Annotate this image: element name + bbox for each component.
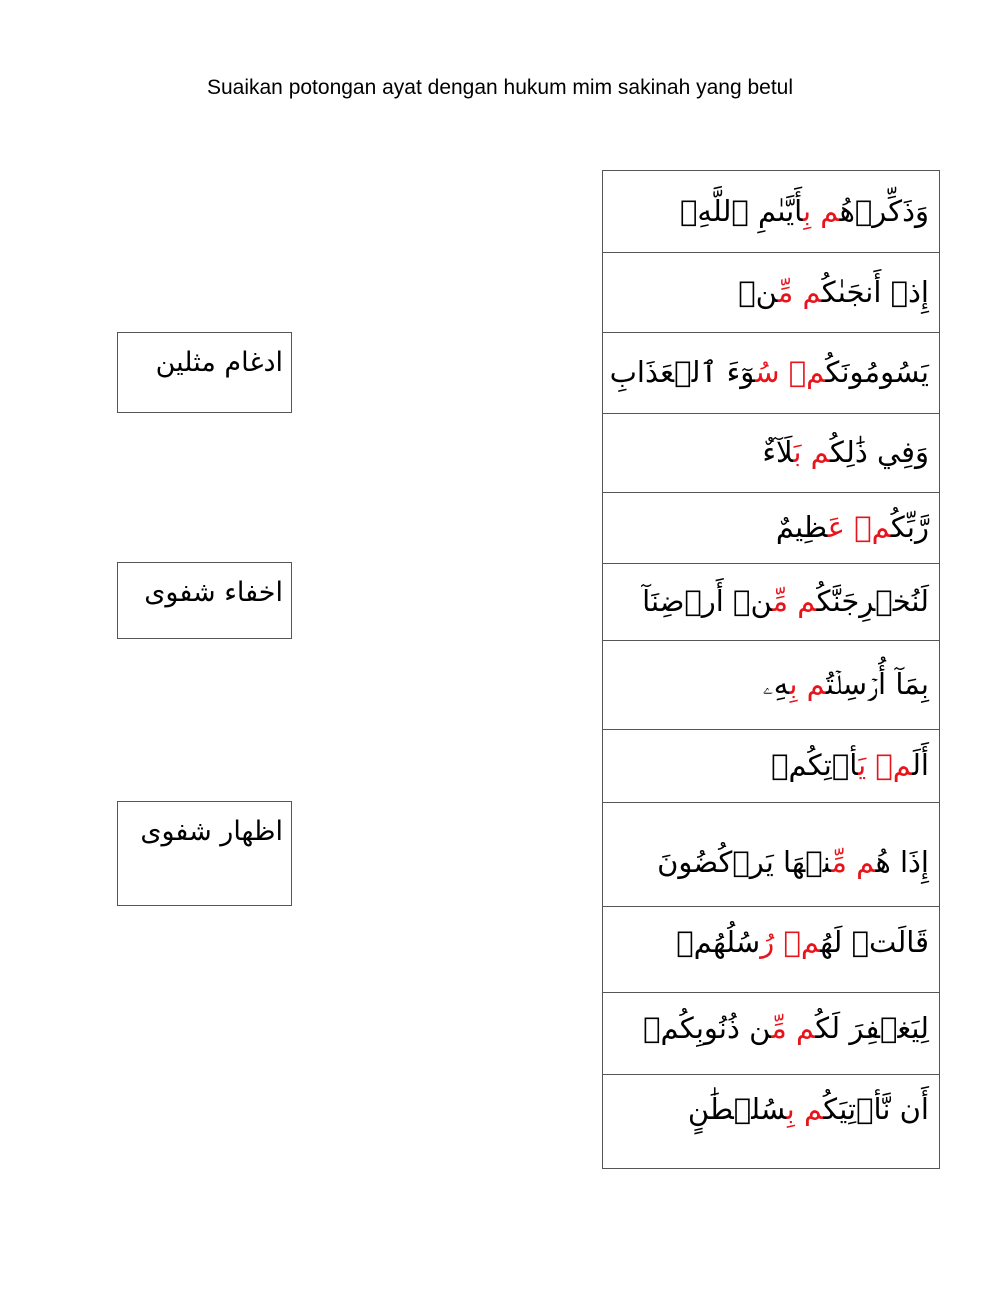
- ayat-item[interactable]: [603, 730, 939, 803]
- mim-highlight: مۡ يَ: [858, 748, 913, 783]
- ayat-text: إِذَا هُم مِّنۡهَا يَرۡكُضُونَ: [657, 844, 929, 879]
- ayat-text: أَن نَّأۡتِيَكُم بِسُلۡطَٰنٍ: [687, 1092, 929, 1127]
- hukum-option-idgham-mithlain[interactable]: [117, 332, 292, 413]
- mim-highlight: م بِ: [786, 1092, 824, 1127]
- ayat-text: لَنُخۡرِجَنَّكُم مِّنۡ أَرۡضِنَآ: [642, 584, 929, 619]
- mim-highlight: م مِّ: [771, 1010, 816, 1045]
- mim-highlight: م بَ: [793, 435, 830, 470]
- mim-highlight: مۡ عَ: [827, 510, 891, 545]
- ayat-item[interactable]: [603, 907, 939, 993]
- mim-highlight: م مِّ: [831, 844, 876, 879]
- ayat-text: قَالَتۡ لَهُمۡ رُسُلُهُمۡ: [676, 924, 929, 959]
- mim-highlight: م بِ: [789, 667, 826, 702]
- hukum-label: اخفاء شفوى: [144, 577, 283, 608]
- ayat-item[interactable]: [603, 253, 939, 333]
- hukum-option-izhar-syafawi[interactable]: [117, 801, 292, 906]
- hukum-option-ikhfa-syafawi[interactable]: [117, 562, 292, 639]
- ayat-item[interactable]: [603, 414, 939, 493]
- hukum-label: ادغام مثلين: [155, 347, 283, 378]
- mim-highlight: مۡ رُ: [760, 924, 821, 959]
- ayat-item[interactable]: [603, 1075, 939, 1168]
- ayat-list: [602, 170, 940, 1169]
- ayat-text: لِيَغۡفِرَ لَكُم مِّن ذُنُوبِكُمۡ: [643, 1010, 929, 1045]
- ayat-item[interactable]: [603, 993, 939, 1075]
- ayat-item[interactable]: [603, 493, 939, 564]
- ayat-text: رَّبِّكُمۡ عَظِيمٌ: [775, 510, 929, 545]
- ayat-item[interactable]: [603, 171, 939, 253]
- hukum-label: اظهار شفوى: [140, 816, 283, 847]
- mim-highlight: مۡ سُ: [755, 355, 826, 390]
- ayat-item[interactable]: [603, 803, 939, 907]
- instruction-title: Suaikan potongan ayat dengan hukum mim sakinah yang betul: [206, 76, 794, 99]
- ayat-text: وَفِي ذَٰلِكُم بَلَآءٌ: [762, 435, 929, 470]
- mim-highlight: م مِّ: [777, 274, 822, 309]
- ayat-text: بِمَآ أُرۡسِلۡتُم بِهِۦ: [762, 667, 929, 702]
- ayat-text: يَسُومُونَكُمۡ سُوٓءَ ٱلۡعَذَابِ: [609, 355, 929, 390]
- mim-highlight: م مِّ: [772, 584, 817, 619]
- ayat-item[interactable]: [603, 333, 939, 414]
- mim-highlight: م بِ: [802, 193, 840, 228]
- ayat-item[interactable]: [603, 641, 939, 730]
- ayat-text: أَلَمۡ يَأۡتِكُمۡ: [771, 748, 929, 783]
- ayat-text: إِذۡ أَنجَىٰكُم مِّنۡ: [738, 274, 929, 309]
- ayat-item[interactable]: [603, 564, 939, 641]
- ayat-text: وَذَكِّرۡهُم بِأَيَّىٰمِ ٱللَّهِۚ: [680, 193, 929, 228]
